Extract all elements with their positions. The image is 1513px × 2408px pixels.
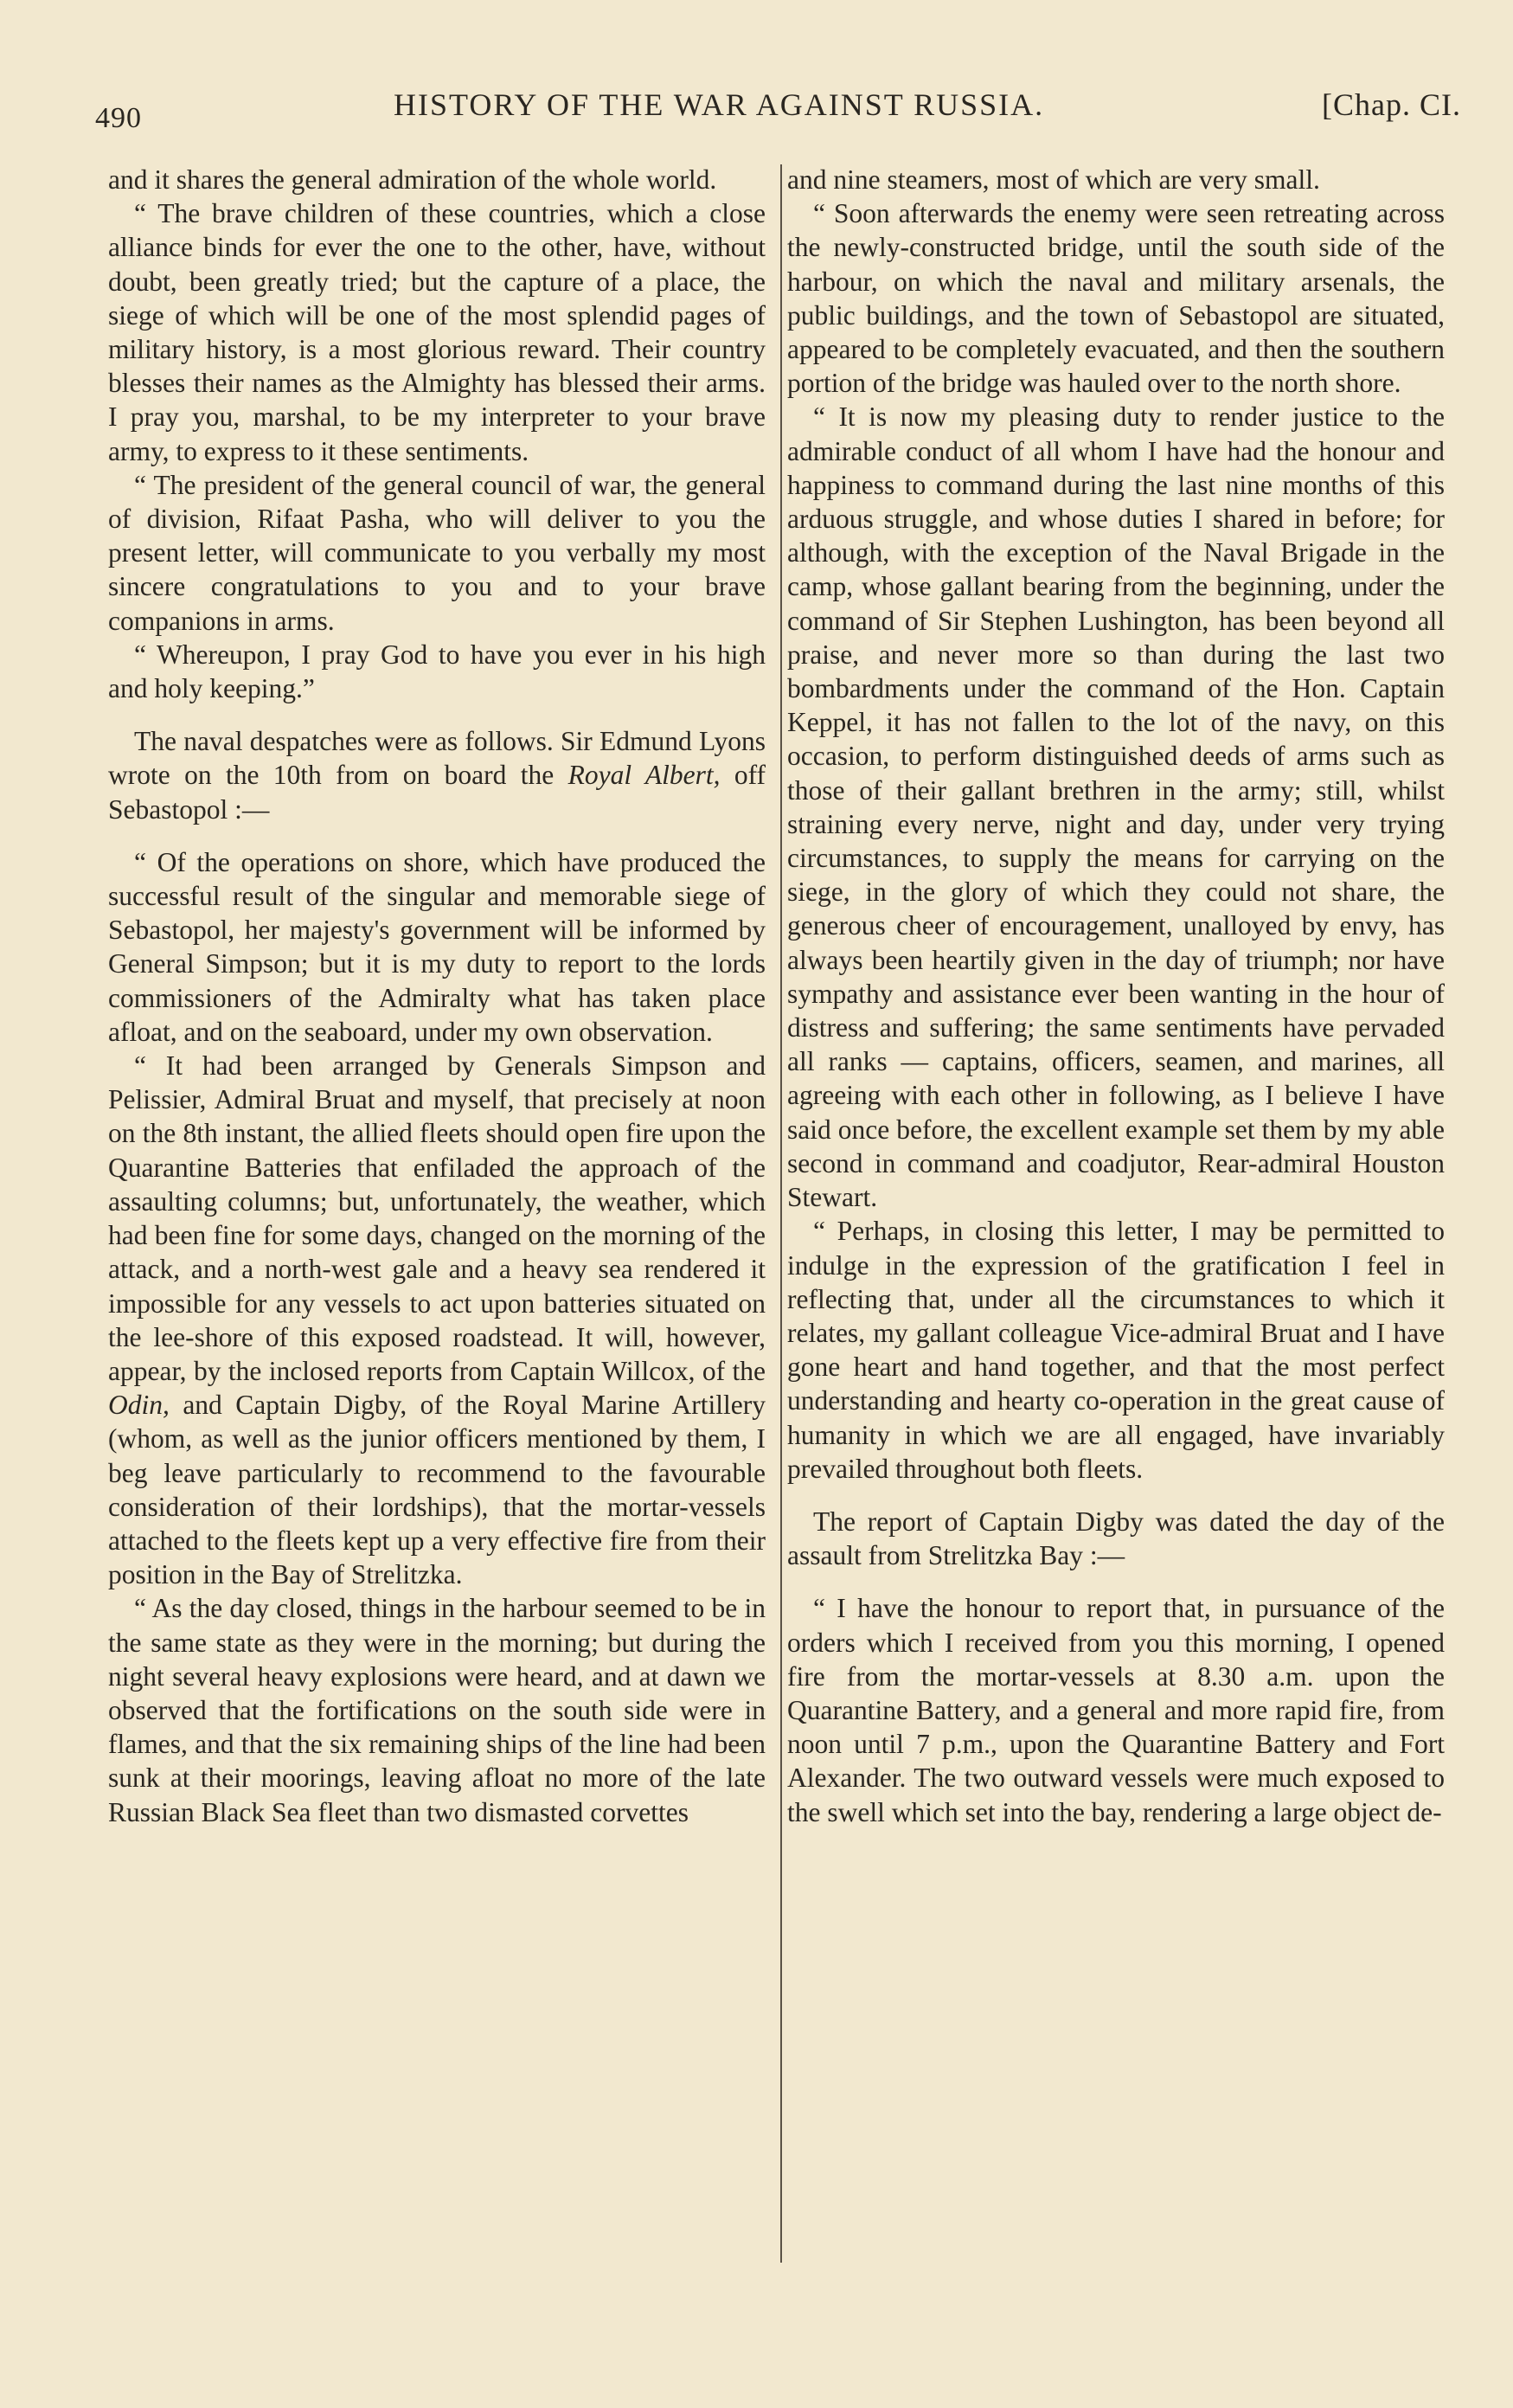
- paragraph: “ Soon afterwards the enemy were seen retreating across the newly-constructed bridge, until the south side of the harbour, on which the naval and military arsenals, the public buildings, and the town of Sebastopol are situated, appeared to be completely evacuated, and then the southern portion of the bridge was hauled over to the north shore.: [787, 198, 1445, 399]
- text-run: “ It had been arranged by Generals Simpson and Pelissier, Admiral Bruat and myself, that precisely at noon on the 8th instant, the allied fleets should open fire upon the Quarantine Batteries that enfiladed the approach of the assaulting columns; but, unfortunately, the weather, which had been fine for some days, changed on the morning of the attack, and a north-west gale and a heavy sea rendered it impossible for any vessels to act upon batteries situated on the lee-shore of this exposed roadstead. It will, however, appear, by the inclosed reports from Captain Willcox, of the: [108, 1050, 766, 1386]
- paragraph: [108, 1049, 766, 1591]
- left-column: [108, 163, 766, 1829]
- text-run: The naval despatches were as follows. Sir Edmund Lyons wrote on the 10th from on board the: [108, 726, 766, 791]
- paragraph: [108, 724, 766, 826]
- page-header: [95, 87, 1461, 138]
- paragraph: “ Perhaps, in closing this letter, I may be permitted to indulge in the expression of the gratification I feel in reflecting that, under all the circumstances to which it relates, my gallant colleague Vice-admiral Bruat and I have gone heart and hand together, and that the most perfect understanding and hearty co-operation in the great cause of humanity in which we are all engaged, have invariably prevailed throughout both fleets.: [787, 1216, 1445, 1484]
- paragraph: “ The president of the general council of war, the general of division, Rifaat Pasha, who will deliver to you the present letter, will communicate to you verbally my most sincere congratulations to you and to your brave companions in arms.: [108, 469, 766, 636]
- paragraph: and nine steamers, most of which are very small.: [787, 164, 1320, 195]
- page-number: 490: [95, 102, 142, 134]
- ship-name: Odin,: [108, 1390, 170, 1421]
- paragraph: “ Whereupon, I pray God to have you ever in his high and holy keeping.”: [108, 639, 766, 704]
- paragraph: and it shares the general admiration of the whole world.: [108, 164, 717, 195]
- paragraph: “ The brave children of these countries, which a close alliance binds for ever the one to the other, have, without doubt, been greatly tried; but the capture of a place, the siege of which will be one of the most splendid pages of military history, is a most glorious reward. Their country blesses their names as the Almighty has blessed their arms. I pray you, marshal, to be my interpreter to your brave army, to express to it these sentiments.: [108, 198, 766, 466]
- right-column: [787, 163, 1445, 1829]
- paragraph: “ Of the operations on shore, which have produced the successful result of the singular and memorable siege of Sebastopol, her majesty's government will be informed by General Simpson; but it is my duty to report to the lords commissioners of the Admiralty what has taken place afloat, and on the seaboard, under my own observation.: [108, 846, 766, 1047]
- column-divider: [780, 164, 782, 2263]
- paragraph: “ I have the honour to report that, in pursuance of the orders which I received from you this morning, I opened fire from the mortar-vessels at 8.30 a.m. upon the Quarantine Battery, and a general and more rapid fire, from noon until 7 p.m., upon the Quarantine Battery and Fort Alexander. The two outward vessels were much exposed to the swell which set into the bay, rendering a large object de-: [787, 1593, 1445, 1827]
- text-run: off Sebastopol :—: [108, 760, 766, 825]
- paragraph: The report of Captain Digby was dated the day of the assault from Strelitzka Bay :—: [787, 1506, 1445, 1571]
- paragraph: “ As the day closed, things in the harbour seemed to be in the same state as they were in the morning; but during the night several heavy explosions were heard, and at dawn we observed that the fortifications on the south side were in flames, and that the six remaining ships of the line had been sunk at their moorings, leaving afloat no more of the late Russian Black Sea fleet than two dismasted corvettes: [108, 1593, 766, 1827]
- running-title: HISTORY OF THE WAR AGAINST RUSSIA.: [394, 87, 1045, 122]
- paragraph: “ It is now my pleasing duty to render justice to the admirable conduct of all whom I have had the honour and happiness to command during the last nine months of this arduous struggle, and whose duties I shared in before; for although, with the exception of the Naval Brigade in the camp, whose gallant bearing from the beginning, under the command of Sir Stephen Lushington, has been beyond all praise, and never more so than during the last two bombardments under the command of the Hon. Captain Keppel, it has not fallen to the lot of the navy, on this occasion, to perform distinguished deeds of arms such as those of their gallant brethren in the army; still, whilst straining every nerve, night and day, under very trying circumstances, to supply the means for carrying on the siege, in the glory of which they could not share, the generous cheer of encouragement, unalloyed by envy, has always been heartily given in the day of triumph; nor have sympathy and assistance ever been wanting in the hour of distress and suffering; the same sentiments have pervaded all ranks — captains, officers, seamen, and marines, all agreeing with each other in following, as I believe I have said once before, the excellent example set them by my able second in command and coadjutor, Rear-admiral Houston Stewart.: [787, 401, 1445, 1213]
- text-run: and Captain Digby, of the Royal Marine Artillery (whom, as well as the junior officers mentioned by them, I beg leave particularly to recommend to the favourable consideration of their lordships), that the mortar-vessels attached to the fleets kept up a very effective fire from their position in the Bay of Strelitzka.: [108, 1390, 766, 1590]
- chapter-label: [Chap. CI.: [1322, 87, 1461, 122]
- ship-name: Royal Albert,: [567, 760, 721, 791]
